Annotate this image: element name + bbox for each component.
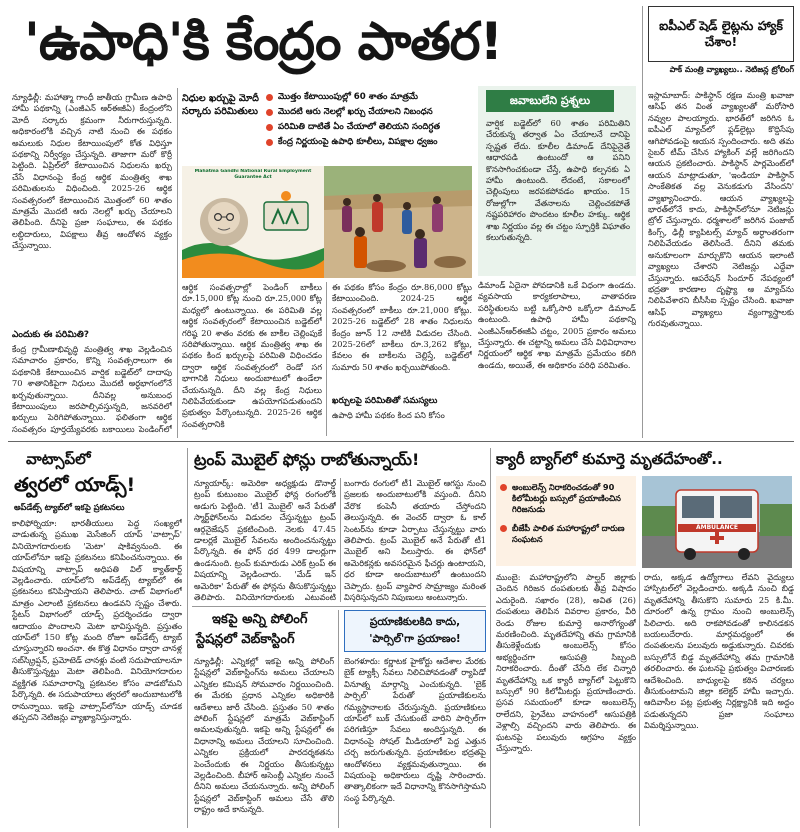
column-rule xyxy=(639,572,640,826)
bullet-item: కేంద్ర నిర్ణయంపై ఉపాధి కూలీలు, విపక్షాల ధ్వజం xyxy=(266,137,472,148)
bullet-item: పరిమితి దాటితే ఏం చేయాలో తెలియని సందిగ్ధత xyxy=(266,122,472,133)
bullet-dot-icon xyxy=(266,94,273,101)
column-rule xyxy=(177,88,178,438)
bag-body-col1: ముంబై: మహారాష్ట్రలోని పాల్ఘర్ జిల్లాకు చెందిన గిరిజన దంపతులకు తీవ్ర విషాదం ఎదురైంది. సఖారం (28), అవిత (26) దంపతులు తెలిపిన వివరాల ప్రకారం, వీరి రెండు రోజుల కుమార్తె అనారోగ్యంతో మరణించింది. మృతదేహాన్ని తమ గ్రామానికి తీసుకెళ్లేందుకు అంబులెన్స్ కోసం అభ్యర్థించగా ఆసుపత్రి సిబ్బంది నిరాకరించారు. దీంతో చేసేది లేక చిన్నారి మృతదేహాన్ని ఒక క్యారీ బ్యాగ్‌లో పెట్టుకొని బస్సులో 90 కిలోమీటర్లు ప్రయాణించారు. ప్రసవ సమయంలో కూడా అంబులెన్స్ రాలేదని, ప్రైవేటు వాహనంలో ఆసుపత్రికి వెళ్లాల్సి వచ్చిందని వారు తెలిపారు. ఈ ఘటనపై పలువురు ఆగ్రహం వ్యక్తం చేస్తున్నారు. xyxy=(496,572,636,754)
bullet-dot-icon xyxy=(266,109,273,116)
column-rule xyxy=(326,282,327,436)
column-rule xyxy=(490,448,491,828)
main-photo xyxy=(182,166,472,278)
polling-headline-line2: స్టేషన్లలో వెబ్‌కాస్టింగ్ xyxy=(196,632,295,647)
gandhi-portrait-icon xyxy=(182,180,324,278)
main-story-mid-col2: ఈ పథకం కోసం కేంద్రం రూ.86,000 కోట్లు కేటాయించింది. 2024-25 ఆర్థిక సంవత్సరంలో బాకీలు రూ.21,000 కోట్లు. 2025-26 బడ్జెట్‌లో 28 శాతం నిధులను కేంద్రం జూన్ 12 నాటికి విడుదల చేసింది. 2025-26లో బాకీలు రూ.3,262 కోట్లు, కేవలం ఈ బాకీలను చెల్లిస్తే, బడ్జెట్‌లో సుమారు 50 శాతం ఖర్చయిపోతుంది. xyxy=(332,282,472,372)
parcel-headline-box xyxy=(344,610,486,652)
section-divider xyxy=(8,441,794,442)
ipl-headline: ఐపీఎల్ షెడ్ లైట్లను హ్యాక్ చేశాం! xyxy=(659,18,783,49)
unanswered-heading: జవాబులేని ప్రశ్నలు xyxy=(486,90,614,112)
logo-banner: Mahatma Gandhi National Rural Employment Guarantee Act xyxy=(194,169,312,180)
trump-body-col2: బంగారు రంగులో టీ1 మొబైల్ ఆగస్టు నుంచి ప్రజలకు అందుబాటులోకి వస్తుంది. దీనిని వేరొక కంపెనీ తయారు చేస్తోందని తెలుస్తున్నది. ఈ వెంచర్ ద్వారా ఓ కాల్ సెంటర్‌ను కూడా ఏర్పాటు చేస్తున్నట్టు వారు తెలిపారు. ట్రంప్ మొబైల్ అనే పేరుతో టీ1 మొబైల్ అని పిలుస్తారు. ఈ ఫోన్‌లో అమెరికన్లకు అవసరమైన ఫీచర్లు ఉంటాయని, ధర కూడా అందుబాటులో ఉంటుందని చెప్పారు. ట్రంప్ వ్యాపార సామ్రాజ్యం మరింత విస్తరిస్తున్నదని నిపుణులు అంటున్నారు. xyxy=(344,478,486,602)
ambulance-photo xyxy=(642,476,792,568)
bullet-dot-icon xyxy=(500,484,507,491)
parcel-headline-line2: 'పార్సిల్'గా ప్రయాణం! xyxy=(369,633,461,645)
bullet-dot-icon xyxy=(500,525,507,532)
subheading-why-limit: ఎందుకు ఈ పరిమితి? xyxy=(12,330,89,340)
bullet-item: మొత్తం కేటాయింపుల్లో 60 శాతం మాత్రమే xyxy=(266,92,472,103)
ambulance-icon xyxy=(642,476,792,568)
column-rule xyxy=(187,448,188,828)
parcel-body: బెంగళూరు: కర్ణాటక హైకోర్టు ఆదేశాల మేరకు బైక్ ట్యాక్సీ సేవలు నిలిచిపోవడంతో ర్యాపిడో వినూత్న మార్గాన్ని ఎంచుకున్నది. 'బైక్ పార్సిల్' పేరుతో ప్రయాణికులను గమ్యస్థానాలకు చేరుస్తున్నది. ప్రయాణికులు యాప్‌లో బుక్ చేసుకుంటే వారిని పార్సిల్‌గా పరిగణిస్తూ సేవలు అందిస్తున్నది. ఈ విధానంపై సోషల్ మీడియాలో పెద్ద ఎత్తున చర్చ జరుగుతున్నది. ప్రయాణికుల భద్రతపై ఆందోళనలు వ్యక్తమవుతున్నాయి. ఈ విషయంపై అధికారులు దృష్టి సారించారు. తాత్కాలికంగా ఇదే విధానాన్ని కొనసాగిస్తామని సంస్థ పేర్కొన్నది. xyxy=(344,656,486,803)
bullet-box xyxy=(262,88,472,164)
bullet-item: అంబులెన్స్ నిరాకరించడంతో 90 కిలోమీటర్లు బస్సులో ప్రయాణించిన గిరిజనుడు xyxy=(500,482,632,515)
column-rule xyxy=(340,478,341,602)
ipl-body: ఇస్లామాబాద్: పాకిస్థాన్ రక్షణ మంత్రి ఖవాజా ఆసిఫ్ తన వింత వ్యాఖ్యలతో మరోసారి నవ్వుల పాలయ్యారు. భారత్‌లో జరిగిన ఓ ఐపీఎల్ మ్యాచ్‌లో ఫ్లడ్‌లైట్లు కొద్దిసేపు ఆగిపోవడంపై ఆయన స్పందించారు. అది తమ సైబర్ టీమ్ చేసిన హ్యాకింగ్ వల్లే జరిగిందని ఆయన ప్రకటించారు. పాకిస్థాన్ పార్లమెంట్‌లో ఆయన మాట్లాడుతూ, 'ఇండియా పాకిస్థాన్ సాంకేతికత వల్ల వెనుకడుగు వేసిందని' వ్యాఖ్యానించారు. ఆయన వ్యాఖ్యలపై భారత్‌లోనే కాదు, పాకిస్థాన్‌లోనూ నెటిజన్లు ట్రోల్ చేస్తున్నారు. ధర్మశాలలో జరిగిన పంజాబ్ కింగ్స్, ఢిల్లీ క్యాపిటల్స్ మ్యాచ్ అర్ధాంతరంగా నిలిపివేయడం తెలిసిందే. దీనిని తమకు అనుకూలంగా మార్చుకొని ఆయన ఇలాంటి వ్యాఖ్యలు చేశారని నెటిజన్లు ఎద్దేవా చేస్తున్నారు. ఆపరేషన్ సిందూర్ నేపథ్యంలో భద్రతా కారణాల దృష్ట్యా ఆ మ్యాచ్‌ను నిలిపివేశారని బీసీసీఐ స్పష్టం చేసింది. ఖవాజా ఆసిఫ్ వ్యాఖ్యలు వ్యంగ్యాస్త్రాలకు గురవుతున్నాయి. xyxy=(648,90,794,329)
bullet-item: మొదటి ఆరు నెలల్లో ఖర్చు చేయాలని నిబంధన xyxy=(266,107,472,118)
ipl-headline-box xyxy=(648,6,794,62)
column-rule xyxy=(642,6,643,438)
polling-body: న్యూఢిల్లీ: ఎన్నికల్లో ఇకపై అన్ని పోలింగ్ స్టేషన్లలో వెబ్‌కాస్టింగ్‌ను అమలు చేయాలని ఎన్నికల కమిషన్ సోమవారం నిర్ణయించింది. ఈ మేరకు ప్రధాన ఎన్నికల అధికారికి ఆదేశాలు జారీ చేసింది. ప్రస్తుతం 50 శాతం పోలింగ్ స్టేషన్లలో మాత్రమే వెబ్‌కాస్టింగ్ అమలవుతున్నది. ఇకపై అన్ని స్టేషన్లలో ఈ విధానాన్ని అమలు చేయాలని సూచించింది. ఎన్నికల ప్రక్రియలో పారదర్శకతను పెంచేందుకు ఈ నిర్ణయం తీసుకున్నట్టు వెల్లడించింది. బీహార్ అసెంబ్లీ ఎన్నికల నుంచే దీనిని అమలు చేయనున్నారు. అన్ని పోలింగ్ స్టేషన్లలో వెబ్‌కాస్టింగ్ అమలు చేసే తొలి రాష్ట్రం అదే కానున్నది. xyxy=(194,656,334,815)
workers-photo xyxy=(324,166,472,278)
whatsapp-kicker: వాట్సాప్‌లో xyxy=(26,450,91,468)
main-story-lead: న్యూఢిల్లీ: మహాత్మా గాంధీ జాతీయ గ్రామీణ ఉపాధి హామీ పథకాన్ని (ఎంజీఎన్ ఆర్ఈజీఏ) కేంద్రంలోని మోదీ సర్కారు క్రమంగా నీరుగారుస్తున్నది. అధికారంలోకి వచ్చిన నాటి నుంచి ఈ పథకం అమలుకు నిధుల కేటాయింపులో కోత విధిస్తూ పథకాన్ని నిర్వీర్యం చేస్తున్నది. తాజాగా మరో కొర్రీ పెట్టింది. ఏప్రిల్‌లో కేటాయించిన నిధులను ఖర్చు చేసే విధానంపై కేంద్ర ఆర్థిక మంత్రిత్వ శాఖ పరిమితులను విధించింది. 2025-26 ఆర్థిక సంవత్సరంలో కేటాయించిన మొత్తంలో 60 శాతం మాత్రమే మొదటి ఆరు నెలల్లో ఖర్చు చేయాలని తెలిపింది. దీనిపై ప్రజా సంఘాలు, ఈ పథకం లబ్ధిదారులు, విపక్షాలు తీవ్ర ఆందోళన వ్యక్తం చేస్తున్నాయి. xyxy=(12,92,172,251)
bullet-item: బీజేపీ పాలిత మహారాష్ట్రలో దారుణ సంఘటన xyxy=(500,523,632,545)
trump-body-col1: న్యూయార్క్: అమెరికా అధ్యక్షుడు డొనాల్డ్ ట్రంప్ కుటుంబం మొబైల్ ఫోన్ల రంగంలోకి అడుగు పెట్టింది. 'టీ1 మొబైల్' అనే పేరుతో స్మార్ట్‌ఫోన్‌లను విడుదల చేస్తున్నట్టు ట్రంప్ ఆర్గనైజేషన్ ప్రకటించింది. నెలకు 47.45 డాలర్లకే మొబైల్ సేవలను అందించనున్నట్టు పేర్కొన్నది. ఈ ఫోన్ ధర 499 డాలర్లుగా ఉండనుంది. ట్రంప్ కుమారుడు ఎరిక్ ట్రంప్ ఈ విషయాన్ని వెల్లడించారు. 'మేడ్ ఇన్ అమెరికా' పేరుతో ఈ ఫోన్లను తీసుకొస్తున్నట్టు తెలిపారు. వినియోగదారులకు ఎటువంటి xyxy=(194,478,336,602)
main-story-problems-body: ఉపాధి హామీ పథకం కింద పని కోసం xyxy=(332,410,445,420)
section-divider xyxy=(192,606,486,607)
unanswered-body: వార్షిక బడ్జెట్‌లో 60 శాతం పరిమితిని చేరుకున్న తర్వాత ఏం చేయాలనే దానిపై స్పష్టత లేదు. కూలీల డిమాండ్ దేనిపైనైతే ఆధారపడి ఉంటుందో ఆ పనిని కొనసాగించకుండా చేస్తే, ఉపాధి కల్పనకు ఏ హామీ ఉంటుంది. లేదంటే, సకాలంలో చెల్లింపులు జరపకపోవడం ఖాయం. 15 రోజుల్లోగా వేతనాలను చెల్లించకపోతే నష్టపరిహారం పొందటం కూలీల హక్కు. ఆర్థిక శాఖ నిర్ణయం వల్ల ఈ చట్టం స్ఫూర్తికి విఘాతం కలుగుతున్నది. xyxy=(486,118,630,243)
bag-headline: క్యారీ బ్యాగ్‌లో కుమార్తె మృతదేహంతో.. xyxy=(496,450,723,468)
parcel-headline-line1: ప్రయాణికులకిది కాదు, xyxy=(369,616,461,628)
main-story-mid-col1: ఆర్థిక సంవత్సరాల్లో పెండింగ్ బాకీలు రూ.15,000 కోట్ల నుంచి రూ.25,000 కోట్ల మధ్యలో ఉంటున్నాయి. ఈ పరిమితి వల్ల ఆర్థిక సంవత్సరంలో కేటాయించిన బడ్జెట్‌లో గరిష్ఠ 20 శాతం వరకు ఈ బాకీల చెల్లింపుకే సరిపోతున్నాయి. ఆర్థిక మంత్రిత్వ శాఖ ఈ పథకం కింద ఖర్చులపై పరిమితి విధించడం ద్వారా ఆర్థిక సంవత్సరంలో రెండో సగ భాగానికి నిధులు అందుబాటులో ఉండేలా చేయనున్నది. దీని వల్ల కేంద్ర నిధులు నిలిపివేయకుండా ఉపయోగపడుతుందని ప్రభుత్వం పేర్కొంటున్నది. 2025-26 ఆర్థిక సంవత్సరానికి xyxy=(182,282,322,429)
bag-body-col2: రాదు, అక్కడ ఉద్యోగాలు లేవని వైద్యులు హాస్పిటల్‌లో వెల్లడించారు. అక్కడి నుంచి బిడ్డ మృతదేహాన్ని తీసుకొని సుమారు 25 కి.మీ. దూరంలో ఉన్న గ్రామం నుంచి అంబులెన్స్ పిలిచారు. అది రాకపోవడంతో కాలినడకన బయలుదేరారు. మార్గమధ్యంలో ఈ దంపతులను పలువురు అడ్డుకున్నారు. చివరకు బస్సులోనే బిడ్డ మృతదేహాన్ని తమ గ్రామానికి తరలించారు. ఈ ఘటనపై ప్రభుత్వం విచారణకు ఆదేశించింది. బాధ్యులపై కఠిన చర్యలు తీసుకుంటామని జిల్లా కలెక్టర్ హామీ ఇచ్చారు. ఆదివాసీల పట్ల ప్రభుత్వ నిర్లక్ష్యానికి ఇది అద్దం పడుతున్నదని ప్రజా సంఘాలు విమర్శిస్తున్నాయి. xyxy=(644,572,794,731)
main-headline: 'ఉపాధి'కి కేంద్రం పాతర! xyxy=(24,12,503,72)
mgnrega-logo xyxy=(182,166,324,278)
bullet-dot-icon xyxy=(266,124,273,131)
subheading-problems: ఖర్చులపై పరిమితితో సమస్యలు xyxy=(332,396,438,406)
bullet-dot-icon xyxy=(266,139,273,146)
whatsapp-body: కాలిఫోర్నియా: భారతీయులు పెద్ద సంఖ్యలో వాడుతున్న ప్రముఖ మెసేజింగ్ యాప్ 'వాట్సాప్' వినియోగదారులకు 'మెటా' షాకివ్వనుంది. ఈ యాప్‌లోనూ ఇకపై ప్రకటనలు కనిపించనున్నాయి. ఈ విషయాన్ని వాట్సాప్ అధిపతి విల్ క్యాత్‌కార్ట్ వెల్లడించారు. యాప్‌లోని అప్‌డేట్స్ ట్యాబ్‌లో ఈ ప్రకటనలు కనిపిస్తాయని తెలిపారు. చాట్ విభాగంలో మాత్రం ఎలాంటి ప్రకటనలు ఉండవని స్పష్టం చేశారు. స్టేటస్ విభాగంలో యాడ్స్ ప్రదర్శించడం ద్వారా ఆదాయం పొందాలని మెటా భావిస్తున్నది. ప్రస్తుతం యాప్‌లో 150 కోట్ల మంది రోజూ అప్‌డేట్స్ ట్యాబ్ చూస్తున్నారని అంచనా. ఈ కొత్త విధానం ద్వారా చానళ్ల సబ్‌స్క్రిప్షన్, ప్రమోటెడ్ చానళ్లు వంటి సదుపాయాలనూ తీసుకొస్తున్నట్టు మెటా తెలిపింది. వినియోగదారుల వ్యక్తిగత సమాచారాన్ని ప్రకటనల కోసం వాడబోమని పేర్కొన్నది. ఈ సదుపాయాలు త్వరలో అందుబాటులోకి రానున్నాయి. ఇకపై వాట్సాప్‌లోనూ యాడ్స్ చూడక తప్పదని నెటిజన్లు వ్యాఖ్యానిస్తున్నారు. xyxy=(12,518,182,722)
ipl-deck: పాక్ మంత్రి వ్యాఖ్యలు.. నెటిజన్ల ట్రోలింగ్ xyxy=(669,65,794,74)
unanswered-body-2: డిమాండ్ ఏదైనా పోవడానికి ఒకే విధంగా ఉండదు. వ్యవసాయ కార్యకలాపాలు, వాతావరణ పరిస్థితులను బట్టి ఒక్కోసారి ఒక్కోలా డిమాండ్ ఉంటుంది. ఉపాధి హామీ పథకాన్ని ఎంజీఎన్ఆర్ఈజీఏ చట్టం, 2005 ప్రకారం అమలు చేస్తున్నారు. ఈ చట్టాన్ని అమలు చేసే విధివిధానాల నిర్ణయంలో ఆర్థిక శాఖ మాత్రమే ప్రమేయం కలిగి ఉండదు, అయితే, ఈ అధికారం పరిధి పరిమితం. xyxy=(478,280,636,370)
whatsapp-deck: అప్‌డేట్స్ ట్యాబ్‌లో ఇకపై ప్రకటనలు xyxy=(14,502,125,512)
bag-bullet-box xyxy=(496,476,636,566)
main-story-why-body: కేంద్ర గ్రామీణాభివృద్ధి మంత్రిత్వ శాఖ వెల్లడించిన సమాచారం ప్రకారం, కొన్ని సంవత్సరాలుగా ఈ పథకానికి కేటాయించిన వార్షిక బడ్జెట్‌లో దాదాపు 70 శాతానికిపైగా నిధులు మొదటి అర్ధభాగంలోనే ఖర్చవుతున్నాయి. దీనివల్ల అనుబంధ కేటాయింపులు జరపాల్సివస్తున్నది, జనవరిలో ఖర్చులు పెరిగిపోతున్నాయి. ఫలితంగా ఆర్థిక సంవత్సరం పూర్తయ్యేవరకు బకాయిలు పెండింగ్‌లో xyxy=(12,344,172,434)
trump-headline: ట్రంప్ మొబైల్ ఫోన్లు రాబోతున్నాయ్! xyxy=(194,450,420,469)
column-rule xyxy=(338,610,339,828)
sidebar-label: నిధుల ఖర్చుపై మోదీ సర్కారు పరిమితులు xyxy=(182,93,259,117)
whatsapp-headline: త్వరలో యాడ్స్! xyxy=(14,474,136,496)
ambulance-label: AMBULANCE xyxy=(695,524,739,531)
polling-headline-line1: ఇకపై అన్ని పోలింగ్ xyxy=(212,612,308,627)
